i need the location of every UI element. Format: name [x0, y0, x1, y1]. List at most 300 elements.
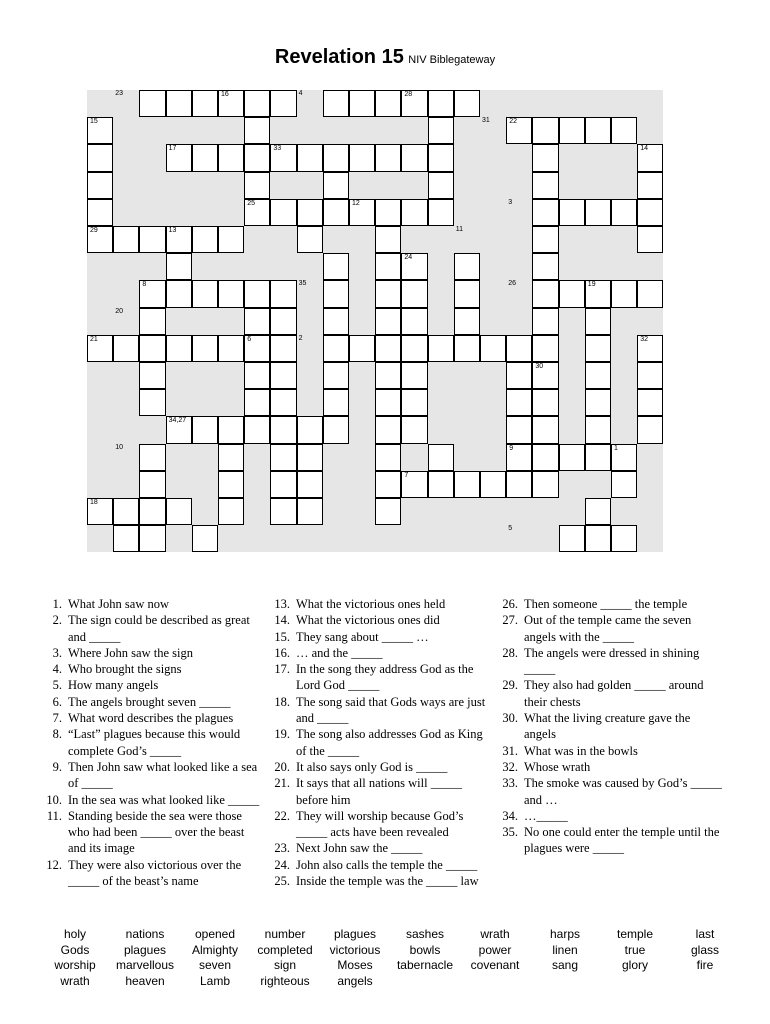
grid-cell[interactable] — [244, 280, 270, 307]
grid-cell[interactable] — [375, 389, 401, 416]
grid-blank — [401, 117, 427, 144]
grid-blank — [454, 199, 480, 226]
grid-cell[interactable] — [401, 471, 427, 498]
grid-cell[interactable] — [532, 416, 558, 443]
grid-cell[interactable] — [270, 308, 296, 335]
grid-blank — [559, 308, 585, 335]
grid-cell[interactable] — [375, 471, 401, 498]
grid-cell[interactable] — [454, 335, 480, 362]
clue-number: 15 — [90, 118, 98, 126]
grid-cell[interactable] — [611, 117, 637, 144]
grid-blank — [637, 471, 663, 498]
grid-cell[interactable] — [139, 444, 165, 471]
grid-cell[interactable] — [637, 144, 663, 171]
grid-blank — [113, 90, 139, 117]
grid-cell[interactable] — [559, 525, 585, 552]
grid-cell[interactable] — [401, 253, 427, 280]
clue-number: 3 — [508, 198, 513, 206]
grid-cell[interactable] — [166, 335, 192, 362]
grid-cell[interactable] — [323, 253, 349, 280]
grid-cell[interactable] — [323, 308, 349, 335]
grid-blank — [559, 362, 585, 389]
grid-cell[interactable] — [532, 253, 558, 280]
clue-index: 16. — [274, 645, 290, 660]
grid-cell[interactable] — [454, 280, 480, 307]
grid-blank — [297, 525, 323, 552]
clue-index: 18. — [274, 694, 290, 709]
grid-cell[interactable] — [297, 498, 323, 525]
grid-cell[interactable] — [585, 498, 611, 525]
clue-index: 35. — [502, 825, 518, 840]
grid-cell[interactable] — [192, 90, 218, 117]
grid-cell[interactable] — [270, 335, 296, 362]
grid-blank — [454, 117, 480, 144]
grid-cell[interactable] — [532, 389, 558, 416]
grid-cell[interactable] — [611, 444, 637, 471]
grid-blank — [113, 416, 139, 443]
grid-cell[interactable] — [244, 90, 270, 117]
grid-cell[interactable] — [244, 172, 270, 199]
grid-cell[interactable] — [323, 199, 349, 226]
grid-cell[interactable] — [192, 280, 218, 307]
grid-cell[interactable] — [585, 308, 611, 335]
grid-blank — [323, 498, 349, 525]
grid-cell[interactable] — [637, 199, 663, 226]
grid-cell[interactable] — [532, 280, 558, 307]
grid-cell[interactable] — [139, 226, 165, 253]
grid-cell[interactable] — [218, 471, 244, 498]
grid-cell[interactable] — [375, 335, 401, 362]
word-bank-item: completed — [257, 942, 313, 957]
grid-cell[interactable] — [139, 280, 165, 307]
grid-cell[interactable] — [532, 335, 558, 362]
grid-blank — [192, 362, 218, 389]
grid-blank — [270, 172, 296, 199]
clue-number: 26 — [508, 280, 516, 288]
grid-cell[interactable] — [375, 280, 401, 307]
grid-cell[interactable] — [139, 308, 165, 335]
grid-blank — [166, 471, 192, 498]
grid-cell[interactable] — [637, 389, 663, 416]
grid-cell[interactable] — [270, 144, 296, 171]
grid-cell[interactable] — [270, 471, 296, 498]
grid-cell[interactable] — [270, 498, 296, 525]
grid-cell[interactable] — [532, 308, 558, 335]
grid-blank — [87, 90, 113, 117]
puzzle-title — [0, 46, 770, 69]
grid-cell[interactable] — [297, 226, 323, 253]
grid-cell[interactable] — [192, 525, 218, 552]
grid-cell[interactable] — [244, 362, 270, 389]
grid-cell[interactable] — [454, 308, 480, 335]
clue-index: 17. — [274, 662, 290, 677]
grid-cell[interactable] — [375, 199, 401, 226]
grid-cell[interactable] — [375, 444, 401, 471]
grid-cell[interactable] — [506, 117, 532, 144]
clue-text: …_____ — [524, 808, 568, 823]
grid-cell[interactable] — [192, 144, 218, 171]
grid-blank — [401, 498, 427, 525]
grid-blank — [585, 226, 611, 253]
grid-blank — [428, 498, 454, 525]
grid-cell[interactable] — [270, 416, 296, 443]
clue-item — [40, 677, 262, 693]
grid-cell[interactable] — [218, 416, 244, 443]
grid-cell[interactable] — [323, 362, 349, 389]
grid-cell[interactable] — [349, 90, 375, 117]
grid-cell[interactable] — [428, 172, 454, 199]
grid-cell[interactable] — [401, 280, 427, 307]
grid-blank — [244, 226, 270, 253]
clue-index: 25. — [274, 874, 290, 889]
grid-cell[interactable] — [192, 335, 218, 362]
grid-cell[interactable] — [244, 416, 270, 443]
clue-index: 1. — [52, 597, 62, 611]
grid-cell[interactable] — [637, 226, 663, 253]
grid-blank — [349, 253, 375, 280]
grid-cell[interactable] — [375, 308, 401, 335]
grid-cell[interactable] — [297, 199, 323, 226]
grid-blank — [113, 362, 139, 389]
grid-cell[interactable] — [113, 498, 139, 525]
grid-cell[interactable] — [506, 362, 532, 389]
grid-cell[interactable] — [244, 117, 270, 144]
grid-cell[interactable] — [139, 498, 165, 525]
grid-blank — [559, 471, 585, 498]
grid-cell[interactable] — [166, 90, 192, 117]
grid-blank — [637, 444, 663, 471]
grid-cell[interactable] — [218, 226, 244, 253]
grid-cell[interactable] — [375, 253, 401, 280]
clue-text: Then someone _____ the temple — [524, 597, 688, 611]
grid-blank — [166, 389, 192, 416]
grid-cell[interactable] — [637, 362, 663, 389]
grid-blank — [218, 172, 244, 199]
clue-index: 21. — [274, 776, 290, 791]
grid-cell[interactable] — [559, 199, 585, 226]
clue-item — [496, 775, 724, 808]
grid-cell[interactable] — [192, 416, 218, 443]
grid-blank — [166, 444, 192, 471]
clue-number: 10 — [115, 443, 123, 451]
grid-blank — [192, 471, 218, 498]
grid-cell[interactable] — [87, 226, 113, 253]
grid-cell[interactable] — [611, 471, 637, 498]
grid-cell[interactable] — [506, 444, 532, 471]
grid-cell[interactable] — [506, 471, 532, 498]
grid-cell[interactable] — [401, 308, 427, 335]
grid-cell[interactable] — [611, 199, 637, 226]
grid-cell[interactable] — [270, 280, 296, 307]
grid-cell[interactable] — [87, 199, 113, 226]
clue-number: 17 — [168, 145, 177, 153]
grid-cell[interactable] — [166, 280, 192, 307]
grid-cell[interactable] — [637, 172, 663, 199]
clue-number: 20 — [115, 307, 123, 315]
clue-number: 4 — [298, 90, 303, 97]
clue-text: … and the _____ — [296, 645, 383, 660]
grid-cell[interactable] — [454, 253, 480, 280]
grid-cell[interactable] — [349, 199, 375, 226]
grid-cell[interactable] — [375, 226, 401, 253]
clue-number: 25 — [247, 199, 255, 207]
grid-cell[interactable] — [323, 389, 349, 416]
clue-item — [268, 808, 496, 841]
word-bank-item: angels — [337, 973, 373, 988]
grid-cell[interactable] — [244, 308, 270, 335]
clue-index: 28. — [502, 645, 518, 660]
grid-cell[interactable] — [166, 144, 192, 171]
grid-cell[interactable] — [428, 199, 454, 226]
grid-cell[interactable] — [506, 389, 532, 416]
word-bank-item: worship — [54, 958, 96, 972]
clue-item — [40, 808, 262, 857]
grid-blank — [454, 362, 480, 389]
grid-cell[interactable] — [270, 444, 296, 471]
grid-cell[interactable] — [218, 280, 244, 307]
grid-cell[interactable] — [559, 117, 585, 144]
grid-cell[interactable] — [585, 389, 611, 416]
grid-blank — [87, 362, 113, 389]
grid-cell[interactable] — [585, 199, 611, 226]
grid-cell[interactable] — [270, 90, 296, 117]
clue-item — [268, 612, 496, 628]
grid-cell[interactable] — [454, 90, 480, 117]
grid-blank — [559, 416, 585, 443]
clue-text: The song also addresses God as King of the _____ — [296, 727, 483, 758]
clue-text: They also had golden _____ around their chests — [524, 678, 704, 709]
grid-cell[interactable] — [218, 444, 244, 471]
grid-cell[interactable] — [506, 335, 532, 362]
grid-blank — [637, 253, 663, 280]
grid-cell[interactable] — [585, 416, 611, 443]
grid-cell[interactable] — [428, 444, 454, 471]
grid-blank — [349, 280, 375, 307]
grid-cell[interactable] — [428, 335, 454, 362]
grid-cell[interactable] — [375, 416, 401, 443]
grid-cell[interactable] — [139, 90, 165, 117]
grid-cell[interactable] — [637, 416, 663, 443]
clue-number: 7 — [404, 471, 409, 479]
grid-blank — [480, 308, 506, 335]
grid-cell[interactable] — [218, 144, 244, 171]
grid-cell[interactable] — [401, 90, 427, 117]
grid-cell[interactable] — [113, 525, 139, 552]
word-bank-item: sign — [273, 958, 296, 972]
grid-cell[interactable] — [559, 280, 585, 307]
word-bank-item: marvellous — [115, 958, 175, 972]
grid-cell[interactable] — [401, 199, 427, 226]
grid-cell[interactable] — [244, 335, 270, 362]
grid-cell[interactable] — [139, 525, 165, 552]
grid-blank — [113, 389, 139, 416]
word-bank-item: power — [478, 942, 512, 957]
grid-cell[interactable] — [139, 389, 165, 416]
grid-cell[interactable] — [270, 389, 296, 416]
grid-cell[interactable] — [428, 117, 454, 144]
grid-cell[interactable] — [323, 280, 349, 307]
grid-cell[interactable] — [270, 362, 296, 389]
grid-blank — [480, 498, 506, 525]
grid-cell[interactable] — [585, 444, 611, 471]
grid-blank — [611, 144, 637, 171]
grid-cell[interactable] — [532, 226, 558, 253]
clue-item — [268, 840, 496, 856]
grid-blank — [244, 471, 270, 498]
grid-blank — [87, 525, 113, 552]
grid-cell[interactable] — [585, 335, 611, 362]
grid-cell[interactable] — [297, 416, 323, 443]
grid-cell[interactable] — [218, 90, 244, 117]
grid-blank — [506, 308, 532, 335]
word-bank-item: heaven — [125, 973, 165, 988]
grid-cell[interactable] — [166, 498, 192, 525]
grid-blank — [166, 199, 192, 226]
grid-blank — [349, 416, 375, 443]
grid-cell[interactable] — [87, 144, 113, 171]
grid-cell[interactable] — [323, 335, 349, 362]
grid-cell[interactable] — [297, 471, 323, 498]
grid-cell[interactable] — [532, 444, 558, 471]
clue-number: 19 — [587, 281, 596, 289]
grid-cell[interactable] — [532, 199, 558, 226]
grid-blank — [87, 416, 113, 443]
grid-cell[interactable] — [611, 280, 637, 307]
clue-item — [496, 710, 724, 743]
grid-cell[interactable] — [532, 362, 558, 389]
grid-cell[interactable] — [139, 362, 165, 389]
grid-blank — [401, 444, 427, 471]
grid-cell[interactable] — [401, 335, 427, 362]
grid-cell[interactable] — [139, 335, 165, 362]
grid-cell[interactable] — [349, 335, 375, 362]
clue-item — [496, 596, 724, 612]
grid-blank — [113, 117, 139, 144]
grid-cell[interactable] — [401, 362, 427, 389]
grid-cell[interactable] — [218, 335, 244, 362]
grid-cell[interactable] — [532, 117, 558, 144]
word-bank-item: nations — [125, 927, 165, 941]
grid-blank — [349, 172, 375, 199]
grid-cell[interactable] — [87, 335, 113, 362]
grid-cell[interactable] — [166, 253, 192, 280]
grid-blank — [480, 525, 506, 552]
word-bank-item: victorious — [329, 942, 381, 957]
grid-cell[interactable] — [532, 471, 558, 498]
grid-cell[interactable] — [87, 172, 113, 199]
grid-cell[interactable] — [87, 117, 113, 144]
grid-cell[interactable] — [349, 144, 375, 171]
grid-cell[interactable] — [270, 199, 296, 226]
grid-blank — [559, 90, 585, 117]
grid-blank — [87, 444, 113, 471]
grid-cell[interactable] — [585, 362, 611, 389]
word-bank-item: covenant — [470, 958, 520, 972]
clue-text: What the victorious ones held — [296, 597, 446, 611]
word-bank-item: last — [695, 927, 715, 941]
grid-cell[interactable] — [532, 144, 558, 171]
clue-item — [268, 775, 496, 808]
grid-cell[interactable] — [611, 525, 637, 552]
grid-cell[interactable] — [428, 90, 454, 117]
grid-cell[interactable] — [637, 280, 663, 307]
grid-cell[interactable] — [323, 90, 349, 117]
grid-cell[interactable] — [375, 90, 401, 117]
grid-cell[interactable] — [428, 471, 454, 498]
grid-cell[interactable] — [585, 525, 611, 552]
grid-cell[interactable] — [585, 280, 611, 307]
grid-cell[interactable] — [166, 416, 192, 443]
grid-blank — [585, 90, 611, 117]
grid-cell[interactable] — [244, 144, 270, 171]
grid-cell[interactable] — [428, 144, 454, 171]
grid-cell[interactable] — [454, 471, 480, 498]
grid-cell[interactable] — [375, 144, 401, 171]
clue-index: 23. — [274, 841, 290, 856]
clue-item — [40, 612, 262, 645]
grid-cell[interactable] — [585, 117, 611, 144]
grid-blank — [192, 117, 218, 144]
grid-cell[interactable] — [506, 416, 532, 443]
grid-blank — [428, 308, 454, 335]
grid-cell[interactable] — [323, 144, 349, 171]
grid-cell[interactable] — [244, 389, 270, 416]
grid-blank — [166, 308, 192, 335]
clue-text: Out of the temple came the seven angels with the _____ — [524, 613, 692, 644]
grid-blank — [139, 416, 165, 443]
grid-blank — [297, 335, 323, 362]
grid-blank — [428, 253, 454, 280]
grid-cell[interactable] — [113, 226, 139, 253]
grid-blank — [611, 416, 637, 443]
grid-cell[interactable] — [401, 416, 427, 443]
grid-cell[interactable] — [87, 498, 113, 525]
grid-cell[interactable] — [323, 416, 349, 443]
word-bank-item: temple — [616, 927, 654, 941]
grid-cell[interactable] — [480, 335, 506, 362]
grid-cell[interactable] — [637, 335, 663, 362]
grid-blank — [297, 117, 323, 144]
grid-cell[interactable] — [192, 226, 218, 253]
grid-cell[interactable] — [244, 199, 270, 226]
clue-text: Whose wrath — [524, 759, 591, 774]
grid-cell[interactable] — [532, 172, 558, 199]
clue-number: 5 — [508, 525, 513, 533]
grid-cell[interactable] — [297, 144, 323, 171]
grid-cell[interactable] — [139, 471, 165, 498]
clue-index: 29. — [502, 678, 518, 693]
grid-cell[interactable] — [559, 444, 585, 471]
grid-cell[interactable] — [297, 444, 323, 471]
word-bank-item: wrath — [480, 927, 510, 941]
grid-cell[interactable] — [401, 389, 427, 416]
clue-number: 12 — [352, 199, 360, 207]
grid-cell[interactable] — [375, 498, 401, 525]
clue-text: Then John saw what looked like a sea of _____ — [68, 759, 258, 791]
grid-cell[interactable] — [166, 226, 192, 253]
grid-blank — [559, 335, 585, 362]
clue-text: What was in the bowls — [524, 743, 638, 758]
grid-cell[interactable] — [401, 144, 427, 171]
grid-blank — [113, 308, 139, 335]
grid-cell[interactable] — [218, 498, 244, 525]
grid-cell[interactable] — [375, 362, 401, 389]
grid-cell[interactable] — [480, 471, 506, 498]
word-bank-item: bowls — [409, 942, 441, 957]
clue-item — [496, 677, 724, 710]
grid-cell[interactable] — [323, 172, 349, 199]
grid-cell[interactable] — [113, 335, 139, 362]
